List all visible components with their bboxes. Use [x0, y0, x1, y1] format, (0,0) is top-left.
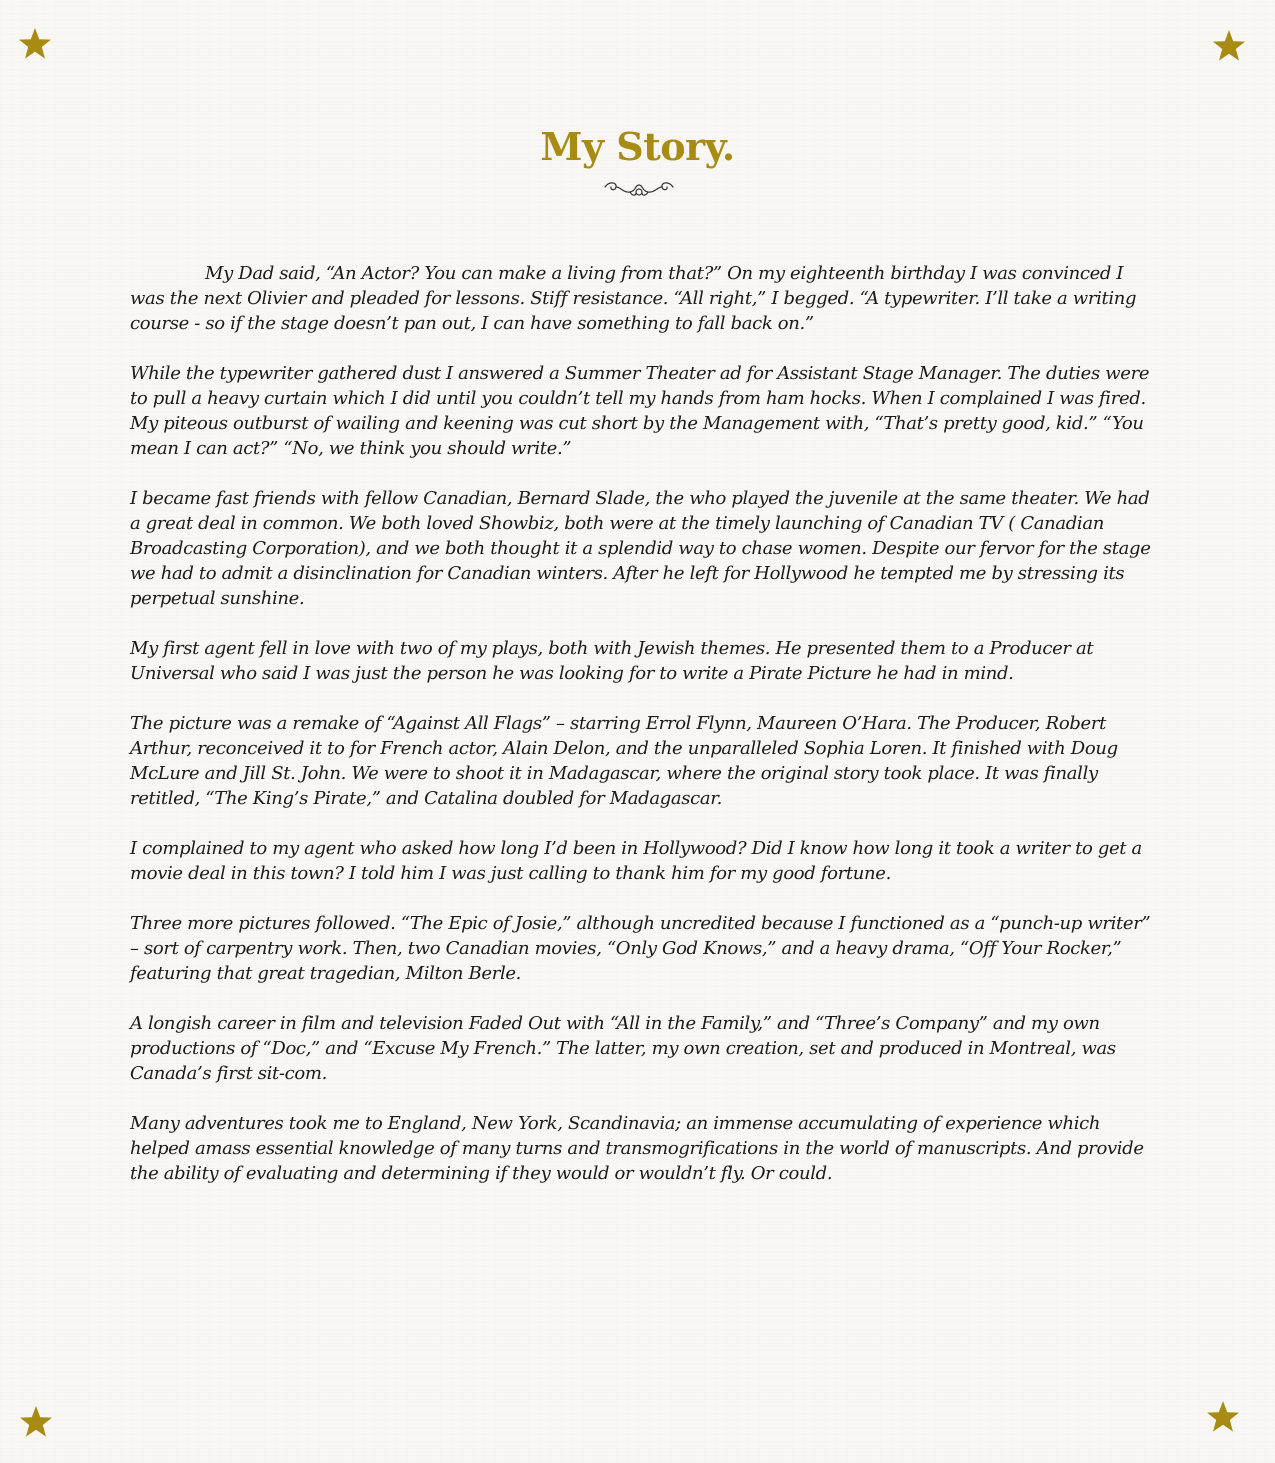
- star-icon: [17, 26, 53, 62]
- page-title: My Story.: [540, 124, 735, 169]
- star-icon: [1205, 1399, 1241, 1435]
- story-body: [130, 261, 1160, 1211]
- story-paragraph: Many adventures took me to England, New York, Scandinavia; an immense accumulating of experience which helped amass essential knowledge of many turns and transmogrifications in the world of manuscripts. And provide the ability of evaluating and determining if they would or wouldn’t fly. Or could.: [130, 1113, 1144, 1184]
- story-paragraph: The picture was a remake of “Against All Flags” – starring Errol Flynn, Maureen O’Hara. The Producer, Robert Arthur, reconceived it to for French actor, Alain Delon, and the unparalleled Sophia Loren. It finished with Doug McLure and Jill St. John. We were to shoot it in Madagascar, where the original story took place. It was finally retitled, “The King’s Pirate,” and Catalina doubled for Madagascar.: [130, 713, 1118, 809]
- star-icon: [18, 1404, 54, 1440]
- star-icon: [1211, 28, 1247, 64]
- story-paragraph: A longish career in film and television Faded Out with “All in the Family,” and “Three’s Company” and my own productions of “Doc,” and “Excuse My French.” The latter, my own creation, set and produced in Montreal, was Canada’s first sit-com.: [130, 1013, 1116, 1084]
- story-paragraph: My first agent fell in love with two of my plays, both with Jewish themes. He presented them to a Producer at Universal who said I was just the person he was looking for to write a Pirate Picture he had in mind.: [130, 638, 1094, 684]
- story-paragraph: Three more pictures followed. “The Epic of Josie,” although uncredited because I functioned as a “punch-up writer” – sort of carpentry work. Then, two Canadian movies, “Only God Knows,” and a heavy drama, “Off Your Rocker,” featuring that great tragedian, Milton Berle.: [130, 913, 1151, 984]
- flourish-icon: [603, 178, 675, 200]
- story-paragraph: My Dad said, “An Actor? You can make a living from that?” On my eighteenth birthday I was convinced I was the next Olivier and pleaded for lessons. Stiff resistance. “All right,” I begged. “A typewriter. I’ll take a writing course - so if the stage doesn’t pan out, I can have something to fall back on.”: [130, 263, 1137, 334]
- story-paragraph: I complained to my agent who asked how long I’d been in Hollywood? Did I know how long it took a writer to get a movie deal in this town? I told him I was just calling to thank him for my good fortune.: [130, 838, 1142, 884]
- story-paragraph: While the typewriter gathered dust I answered a Summer Theater ad for Assistant Stage Manager. The duties were to pull a heavy curtain which I did until you couldn’t tell my hands from ham hocks. When I complained I was fired. My piteous outburst of wailing and keening was cut short by the Management with, “That’s pretty good, kid.” “You mean I can act?” “No, we think you should write.”: [130, 363, 1150, 459]
- story-paragraph: I became fast friends with fellow Canadian, Bernard Slade, the who played the juvenile at the same theater. We had a great deal in common. We both loved Showbiz, both were at the timely launching of Canadian TV ( Canadian Broadcasting Corporation), and we both thought it a splendid way to chase women. Despite our fervor for the stage we had to admit a disinclination for Canadian winters. After he left for Hollywood he tempted me by stressing its perpetual sunshine.: [130, 488, 1151, 609]
